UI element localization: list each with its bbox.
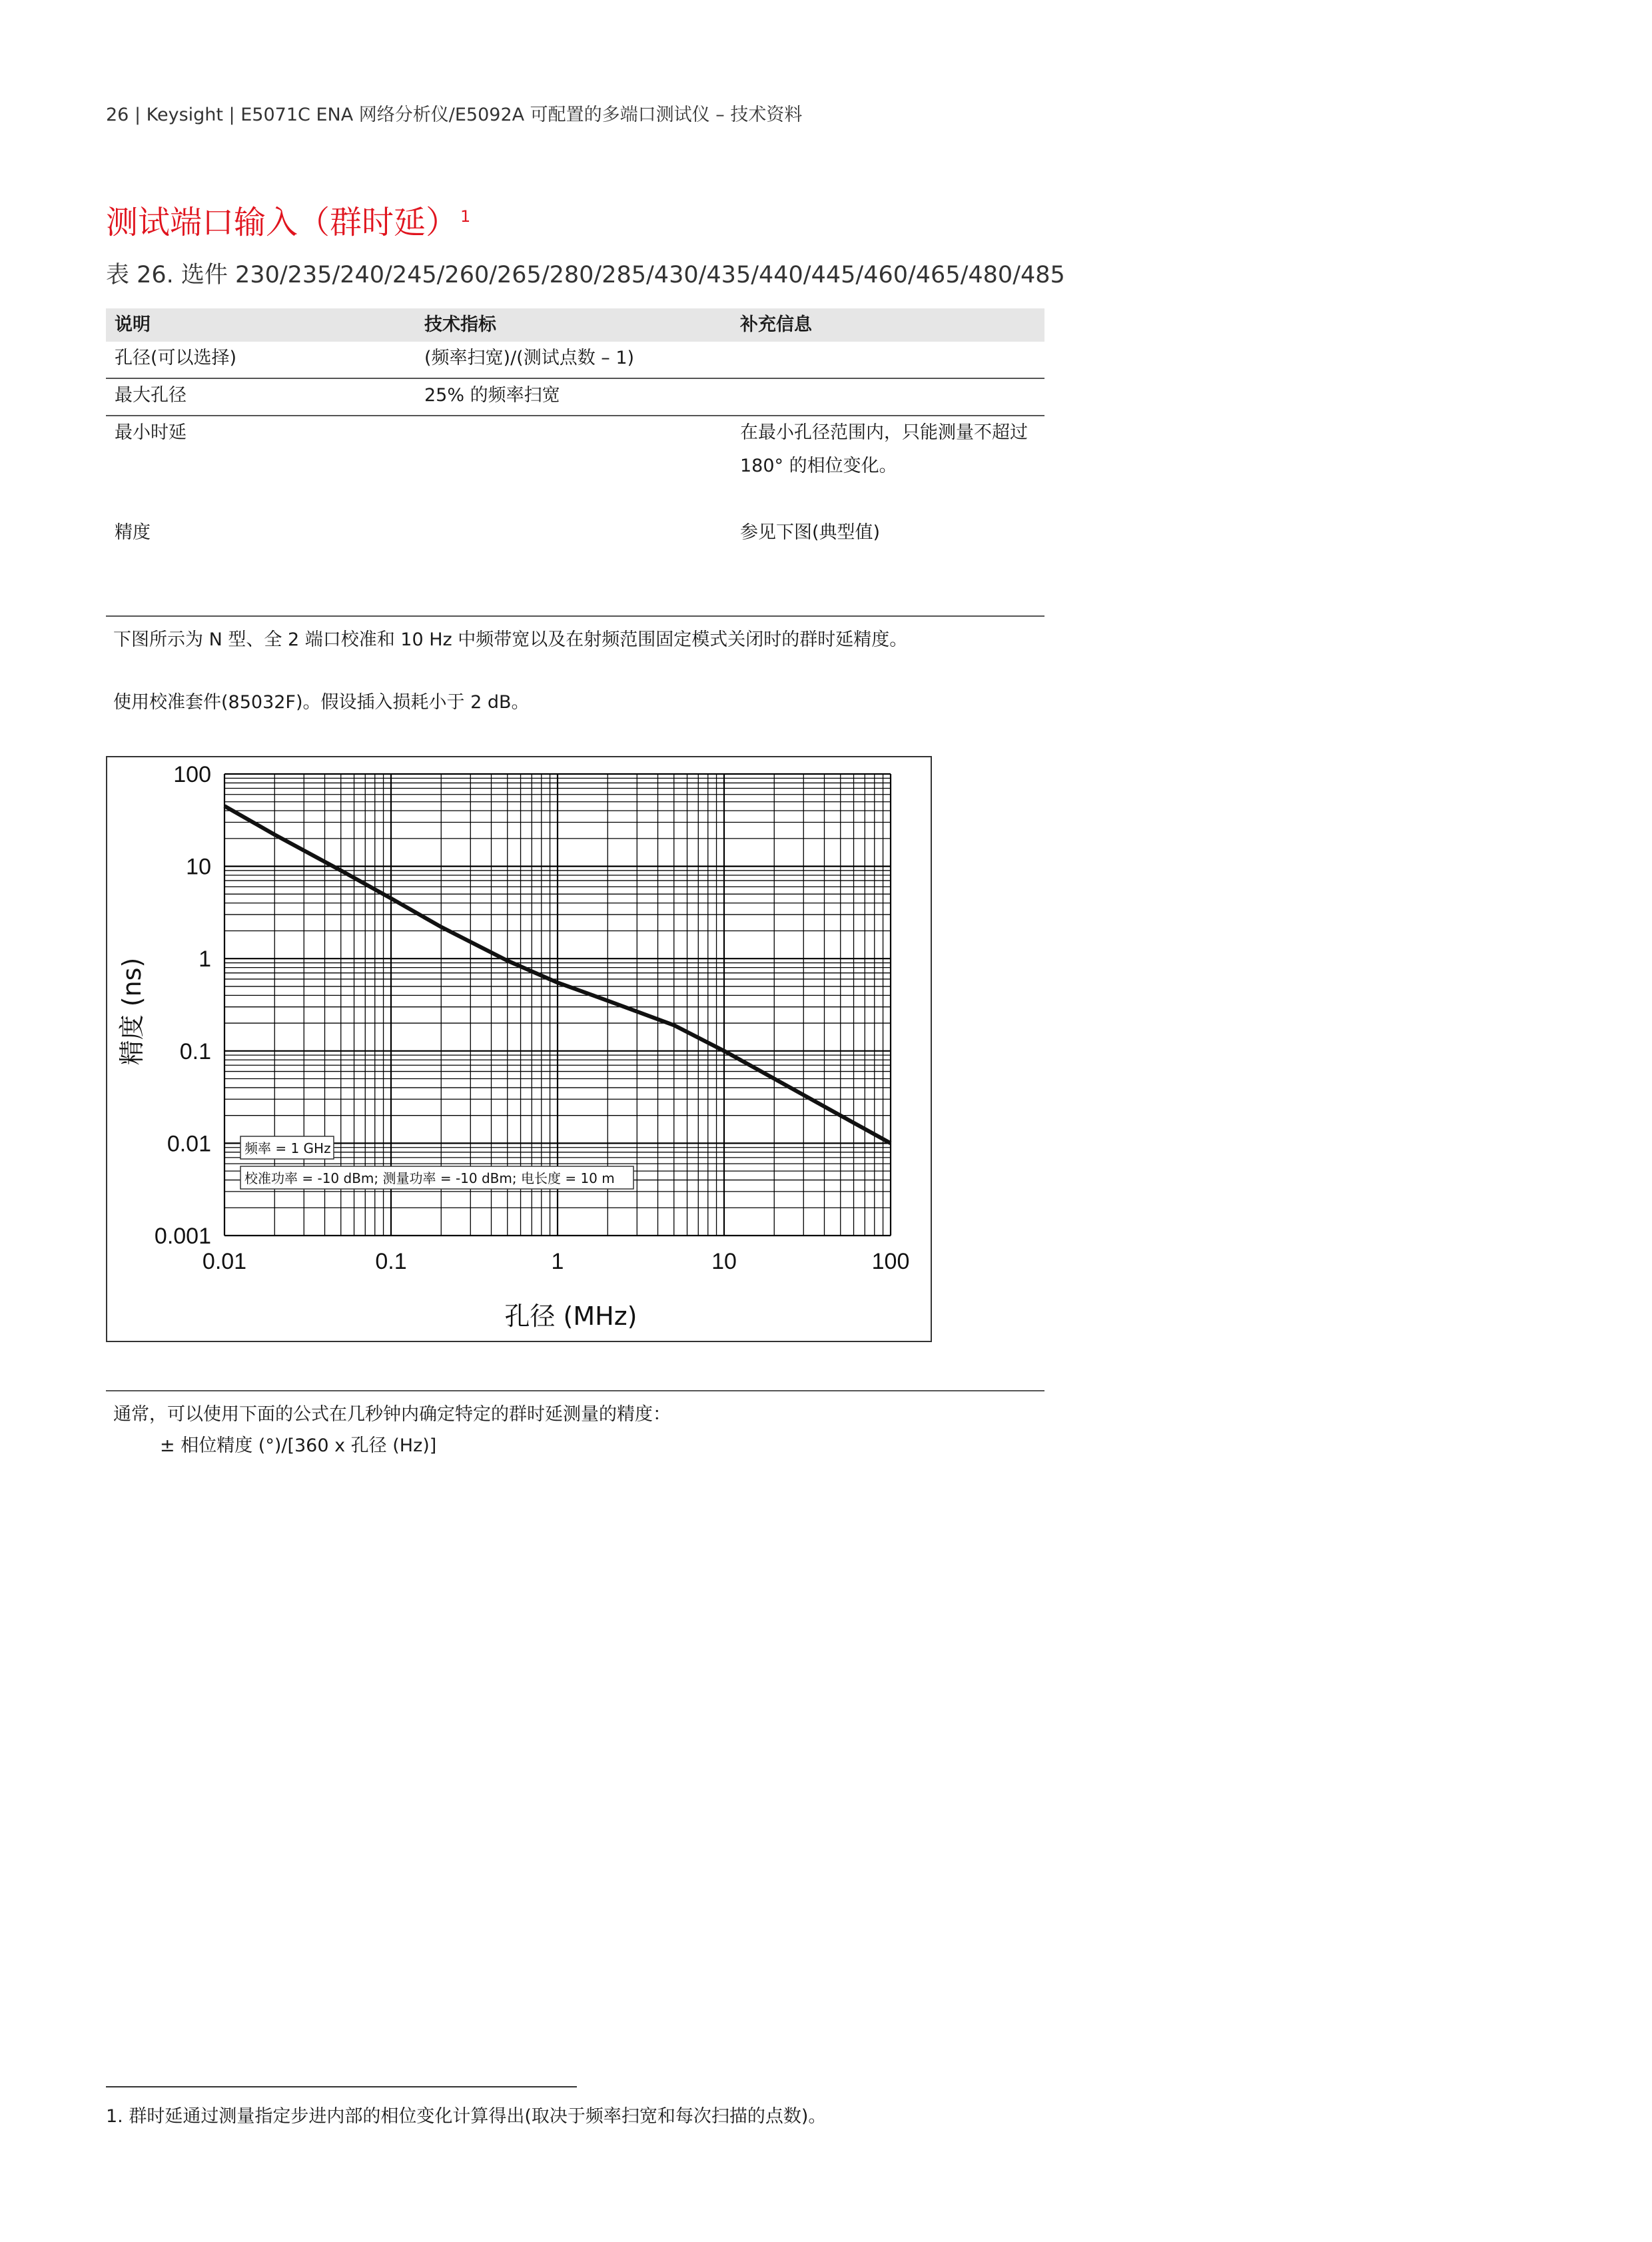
section-divider	[106, 1390, 1044, 1391]
table-header-spec: 技术指标	[424, 314, 496, 335]
footnote-rule	[106, 2086, 577, 2087]
y-tick-label: 0.01	[167, 1131, 211, 1157]
row-info: 参见下图(典型值)	[740, 522, 881, 543]
y-tick-label: 0.1	[179, 1038, 211, 1064]
accuracy-chart	[106, 756, 932, 1342]
row-desc: 最大孔径	[115, 385, 187, 406]
section-divider	[106, 615, 1044, 617]
footnote-mark[interactable]: 1	[460, 207, 471, 226]
annotation-text: 校准功率 = -10 dBm; 测量功率 = -10 dBm; 电长度 = 10 m	[244, 1170, 615, 1186]
x-tick-label: 10	[711, 1249, 737, 1274]
row-desc: 精度	[115, 522, 151, 543]
spec-table	[106, 308, 1044, 616]
x-tick-label: 100	[871, 1249, 910, 1274]
footnote-text: 1. 群时延通过测量指定步进内部的相位变化计算得出(取决于频率扫宽和每次扫描的点数)。	[106, 2106, 827, 2127]
table-row	[106, 379, 1044, 416]
section-title	[106, 196, 470, 242]
section-title-text: 测试端口输入（群时延）	[106, 204, 458, 241]
row-spec: (频率扫宽)/(测试点数 – 1)	[424, 348, 635, 368]
annotation-text: 频率 = 1 GHz	[244, 1140, 331, 1156]
x-axis-title: 孔径 (MHz)	[504, 1302, 637, 1331]
table-header-row	[106, 308, 1044, 342]
y-axis-title: 精度 (ns)	[117, 957, 147, 1066]
formula-expression: ± 相位精度 (°)/[360 x 孔径 (Hz)]	[160, 1435, 437, 1456]
table-row	[106, 416, 1044, 516]
chart-svg	[107, 757, 931, 1341]
row-info: 在最小孔径范围内，只能测量不超过180° 的相位变化。	[740, 422, 1028, 476]
running-header: 26 | Keysight | E5071C ENA 网络分析仪/E5092A 可配置的多端口测试仪 – 技术资料	[106, 105, 803, 125]
table-row	[106, 516, 1044, 616]
row-desc: 最小时延	[115, 422, 187, 443]
x-tick-label: 0.1	[375, 1249, 407, 1274]
row-desc: 孔径(可以选择)	[115, 348, 237, 368]
y-tick-label: 100	[173, 762, 211, 787]
y-tick-label: 1	[199, 946, 211, 972]
row-spec: 25% 的频率扫宽	[424, 385, 560, 406]
x-tick-label: 0.01	[202, 1249, 247, 1274]
table-header-info: 补充信息	[740, 314, 812, 335]
cal-kit-note: 使用校准套件(85032F)。假设插入损耗小于 2 dB。	[113, 692, 530, 713]
formula-intro: 通常，可以使用下面的公式在几秒钟内确定特定的群时延测量的精度：	[113, 1404, 671, 1425]
y-tick-label: 10	[186, 854, 211, 880]
graph-note: 下图所示为 N 型、全 2 端口校准和 10 Hz 中频带宽以及在射频范围固定模式关闭时的群时延精度。	[113, 629, 908, 650]
table-caption: 表 26. 选件 230/235/240/245/260/265/280/285/430/435/440/445/460/465/480/485	[106, 262, 1065, 288]
table-header-desc: 说明	[115, 314, 151, 335]
x-tick-label: 1	[551, 1249, 564, 1274]
y-tick-label: 0.001	[154, 1224, 211, 1249]
table-row	[106, 342, 1044, 379]
